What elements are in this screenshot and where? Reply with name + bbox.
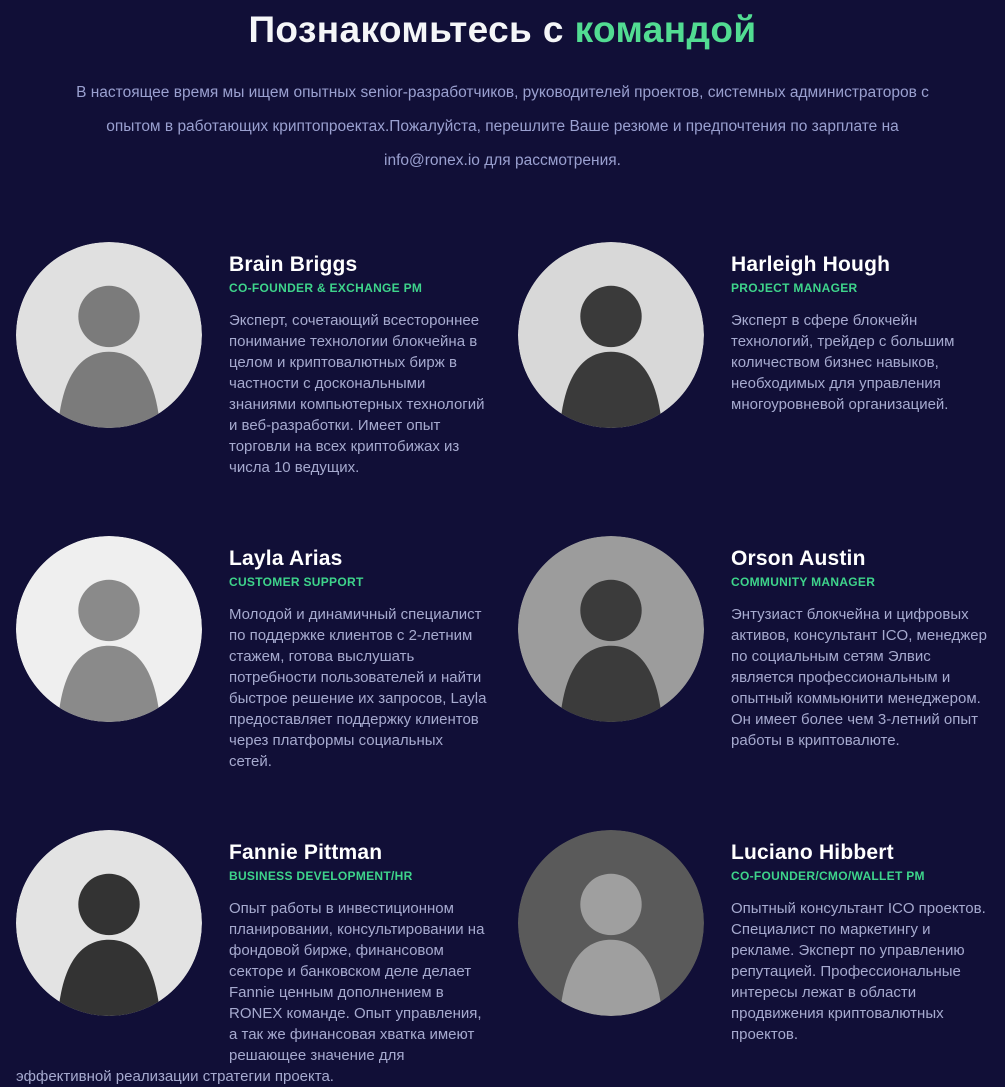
member-name: Luciano Hibbert (731, 841, 894, 864)
member-photo (16, 242, 202, 428)
page-title-accent: командой (574, 9, 757, 50)
person-silhouette-icon (16, 830, 202, 1016)
member-description: Энтузиаст блокчейна и цифровых активов, консультант ICO, менеджер по социальным сетям Элвис является профессиональным и опытный коммьюнити менеджером. Он имеет более чем 3-летний опыт работы в криптовалюте. (731, 606, 987, 749)
page-title (0, 8, 1005, 52)
team-member-card (518, 830, 989, 1087)
member-role: COMMUNITY MANAGER (731, 575, 876, 589)
person-silhouette-icon (16, 536, 202, 722)
person-silhouette-icon (518, 830, 704, 1016)
team-member-card (518, 536, 989, 772)
member-photo (518, 536, 704, 722)
member-description: Опытный консультант ICO проектов. Специалист по маркетингу и рекламе. Эксперт по управлению репутацией. Профессиональные интересы лежат в области продвижения криптовалютных проектов. (731, 900, 986, 1043)
team-member-card (518, 242, 989, 478)
person-silhouette-icon (16, 242, 202, 428)
member-role: BUSINESS DEVELOPMENT/HR (229, 869, 413, 883)
team-grid (16, 242, 989, 1087)
member-name: Layla Arias (229, 547, 343, 570)
member-description: Молодой и динамичный специалист по поддержке клиентов с 2-летним стажем, готова выслушать потребности пользователей и найти быстрое решение их запросов, Layla предоставляет поддержку клиентов через платформы социальных сетей. (229, 606, 487, 770)
team-member-card (16, 830, 487, 1087)
member-photo (518, 830, 704, 1016)
page-title-prefix: Познакомьтесь с (248, 9, 564, 50)
member-photo (518, 242, 704, 428)
member-name: Fannie Pittman (229, 841, 383, 864)
member-description: Эксперт в сфере блокчейн технологий, трейдер с большим количеством бизнес навыков, необходимых для управления многоуровневой организацией. (731, 312, 955, 413)
member-role: PROJECT MANAGER (731, 281, 858, 295)
member-name: Orson Austin (731, 547, 866, 570)
member-description: Эксперт, сочетающий всестороннее понимание технологии блокчейна в целом и криптовалютных бирж в частности с доскональными знаниями компьютерных технологий и веб-разработки. Имеет опыт торговли на всех криптобижах из числа 10 ведущих. (229, 312, 485, 476)
team-member-card (16, 536, 487, 772)
person-silhouette-icon (518, 242, 704, 428)
member-role: CO-FOUNDER/CMO/WALLET PM (731, 869, 925, 883)
member-photo (16, 536, 202, 722)
member-role: CUSTOMER SUPPORT (229, 575, 364, 589)
member-name: Harleigh Hough (731, 253, 891, 276)
team-member-card (16, 242, 487, 478)
member-role: CO-FOUNDER & EXCHANGE PM (229, 281, 423, 295)
person-silhouette-icon (518, 536, 704, 722)
member-name: Brain Briggs (229, 253, 358, 276)
member-photo (16, 830, 202, 1016)
member-description: Опыт работы в инвестиционном планировании, консультировании на фондовой бирже, финансовом секторе и банковском деле делает Fannie ценным дополнением в RONEX команде. Опыт управления, а так же финансовая хватка имеют решающее значение для эффективной реализации стратегии проекта. (16, 900, 485, 1085)
intro-text: В настоящее время мы ищем опытных senior-разработчиков, руководителей проектов, системных администраторов с опытом в работающих криптопроектах.Пожалуйста, перешлите Ваше резюме и предпочтения по зарплате на info@ronex.io для рассмотрения. (76, 84, 929, 169)
